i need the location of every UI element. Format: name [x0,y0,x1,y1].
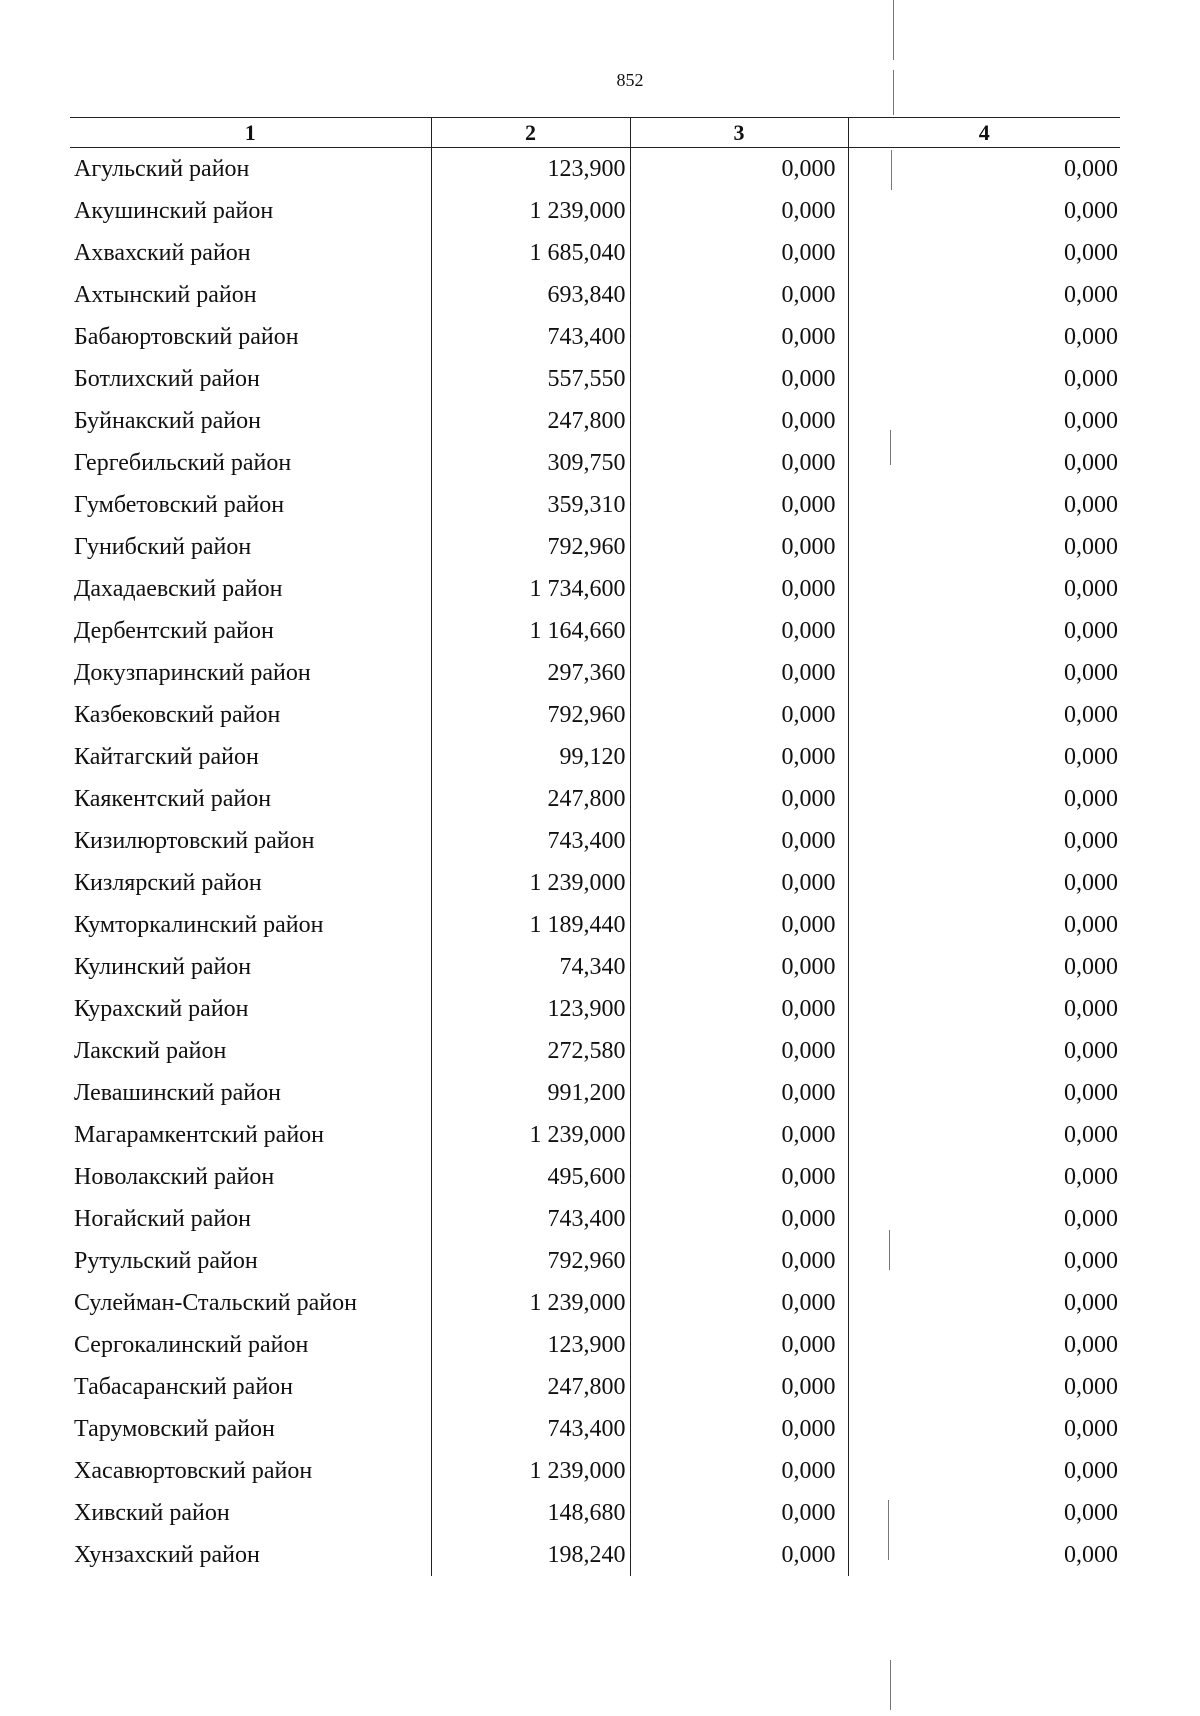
value-col3: 0,000 [630,442,848,484]
district-name: Сергокалинский район [74,1331,309,1358]
district-name: Гунибский район [74,533,252,560]
value-col3: 0,000 [630,862,848,904]
table-body [70,148,1120,1577]
value-col2: 743,400 [431,820,630,862]
district-name: Табасаранский район [74,1373,294,1400]
scan-artifact [890,1660,891,1710]
table-row [70,1198,1120,1240]
value-col3: 0,000 [630,778,848,820]
value-col3: 0,000 [630,1450,848,1492]
value-col4: 0,000 [848,442,1120,484]
allocation-table [70,117,1120,1576]
district-name: Кумторкалинский район [74,911,324,938]
value-col4: 0,000 [848,946,1120,988]
district-name: Агульский район [74,155,250,182]
table-row [70,778,1120,820]
table-header [70,118,1120,148]
value-col4: 0,000 [848,1492,1120,1534]
value-col3: 0,000 [630,820,848,862]
value-col2: 1 189,440 [431,904,630,946]
district-name: Кайтагский район [74,743,259,770]
district-name: Левашинский район [74,1079,281,1106]
value-col3: 0,000 [630,1072,848,1114]
district-name: Хунзахский район [74,1541,260,1568]
table-row [70,274,1120,316]
value-col2: 743,400 [431,1408,630,1450]
value-col2: 123,900 [431,1324,630,1366]
value-col3: 0,000 [630,610,848,652]
value-col2: 123,900 [431,148,630,191]
value-col2: 74,340 [431,946,630,988]
value-col3: 0,000 [630,1282,848,1324]
header-row [70,118,1120,148]
table-row [70,1282,1120,1324]
value-col2: 359,310 [431,484,630,526]
district-name: Докузпаринский район [74,659,311,686]
table-row [70,1156,1120,1198]
value-col2: 792,960 [431,526,630,568]
value-col2: 495,600 [431,1156,630,1198]
district-name: Бабаюртовский район [74,323,299,350]
value-col2: 743,400 [431,1198,630,1240]
value-col3: 0,000 [630,316,848,358]
value-col3: 0,000 [630,148,848,191]
district-name: Ботлихский район [74,365,260,392]
table-row [70,1030,1120,1072]
value-col3: 0,000 [630,1156,848,1198]
table-row [70,148,1120,191]
district-name: Лакский район [74,1037,227,1064]
district-name: Тарумовский район [74,1415,275,1442]
value-col4: 0,000 [848,484,1120,526]
value-col4: 0,000 [848,1240,1120,1282]
column-header-2: 2 [431,118,630,148]
value-col4: 0,000 [848,568,1120,610]
value-col2: 743,400 [431,316,630,358]
value-col3: 0,000 [630,1114,848,1156]
district-name: Дахадаевский район [74,575,283,602]
scan-artifact [893,0,894,60]
district-name: Буйнакский район [74,407,261,434]
value-col4: 0,000 [848,316,1120,358]
value-col4: 0,000 [848,988,1120,1030]
table-row [70,400,1120,442]
value-col3: 0,000 [630,904,848,946]
value-col3: 0,000 [630,1534,848,1576]
value-col2: 1 239,000 [431,1282,630,1324]
value-col4: 0,000 [848,358,1120,400]
value-col3: 0,000 [630,736,848,778]
value-col4: 0,000 [848,1534,1120,1576]
value-col4: 0,000 [848,190,1120,232]
table-row [70,1492,1120,1534]
district-name: Рутульский район [74,1247,258,1274]
value-col2: 693,840 [431,274,630,316]
table-row [70,526,1120,568]
district-name: Акушинский район [74,197,274,224]
value-col3: 0,000 [630,400,848,442]
value-col3: 0,000 [630,652,848,694]
table-row [70,946,1120,988]
value-col2: 247,800 [431,778,630,820]
table-row [70,1324,1120,1366]
table-row [70,1408,1120,1450]
table-row [70,1114,1120,1156]
value-col3: 0,000 [630,1240,848,1282]
table-row [70,232,1120,274]
table-row [70,1534,1120,1576]
value-col3: 0,000 [630,1366,848,1408]
value-col3: 0,000 [630,1198,848,1240]
table-row [70,442,1120,484]
scan-artifact [889,1230,890,1270]
value-col4: 0,000 [848,778,1120,820]
table-row [70,988,1120,1030]
table-row [70,820,1120,862]
value-col4: 0,000 [848,526,1120,568]
district-name: Кизлярский район [74,869,262,896]
value-col4: 0,000 [848,652,1120,694]
column-header-4: 4 [848,118,1120,148]
value-col2: 198,240 [431,1534,630,1576]
table-row [70,568,1120,610]
table-row [70,1240,1120,1282]
value-col2: 991,200 [431,1072,630,1114]
district-name: Гумбетовский район [74,491,285,518]
value-col3: 0,000 [630,988,848,1030]
value-col3: 0,000 [630,1030,848,1072]
value-col2: 123,900 [431,988,630,1030]
scan-artifact [893,70,894,115]
table-row [70,862,1120,904]
table-row [70,904,1120,946]
value-col4: 0,000 [848,610,1120,652]
value-col2: 309,750 [431,442,630,484]
value-col2: 792,960 [431,694,630,736]
table-row [70,610,1120,652]
table-row [70,1366,1120,1408]
district-name: Кулинский район [74,953,252,980]
value-col4: 0,000 [848,904,1120,946]
value-col2: 247,800 [431,400,630,442]
value-col2: 1 239,000 [431,1450,630,1492]
value-col3: 0,000 [630,946,848,988]
district-name: Ахвахский район [74,239,251,266]
value-col4: 0,000 [848,274,1120,316]
district-name: Хасавюртовский район [74,1457,313,1484]
value-col4: 0,000 [848,1408,1120,1450]
value-col4: 0,000 [848,694,1120,736]
value-col2: 1 239,000 [431,190,630,232]
scan-artifact [891,150,892,190]
value-col4: 0,000 [848,862,1120,904]
value-col4: 0,000 [848,1114,1120,1156]
value-col2: 247,800 [431,1366,630,1408]
value-col4: 0,000 [848,148,1120,191]
scan-artifact [888,1500,889,1560]
column-header-1: 1 [70,118,431,148]
value-col2: 99,120 [431,736,630,778]
value-col4: 0,000 [848,1324,1120,1366]
district-name: Каякентский район [74,785,272,812]
value-col3: 0,000 [630,190,848,232]
district-name: Ногайский район [74,1205,252,1232]
value-col4: 0,000 [848,1198,1120,1240]
value-col2: 297,360 [431,652,630,694]
value-col3: 0,000 [630,1324,848,1366]
value-col3: 0,000 [630,274,848,316]
table-row [70,652,1120,694]
table-row [70,1450,1120,1492]
page-number: 852 [616,70,644,90]
table-row [70,316,1120,358]
district-name: Кизилюртовский район [74,827,315,854]
district-name: Казбековский район [74,701,281,728]
value-col2: 1 734,600 [431,568,630,610]
table-row [70,358,1120,400]
value-col2: 1 685,040 [431,232,630,274]
value-col2: 557,550 [431,358,630,400]
district-name: Дербентский район [74,617,274,644]
value-col3: 0,000 [630,232,848,274]
value-col4: 0,000 [848,232,1120,274]
district-name: Сулейман-Стальский район [74,1289,357,1316]
value-col2: 1 239,000 [431,862,630,904]
value-col3: 0,000 [630,484,848,526]
value-col3: 0,000 [630,358,848,400]
value-col3: 0,000 [630,526,848,568]
value-col4: 0,000 [848,820,1120,862]
column-header-3: 3 [630,118,848,148]
value-col2: 1 164,660 [431,610,630,652]
table-row [70,484,1120,526]
value-col2: 792,960 [431,1240,630,1282]
district-name: Хивский район [74,1499,230,1526]
value-col4: 0,000 [848,1156,1120,1198]
table-row [70,190,1120,232]
value-col4: 0,000 [848,1030,1120,1072]
value-col2: 1 239,000 [431,1114,630,1156]
district-name: Гергебильский район [74,449,292,476]
value-col3: 0,000 [630,1492,848,1534]
district-name: Магарамкентский район [74,1121,325,1148]
table-row [70,736,1120,778]
value-col2: 272,580 [431,1030,630,1072]
value-col4: 0,000 [848,1072,1120,1114]
value-col3: 0,000 [630,694,848,736]
value-col2: 148,680 [431,1492,630,1534]
value-col4: 0,000 [848,736,1120,778]
district-name: Курахский район [74,995,249,1022]
value-col4: 0,000 [848,1282,1120,1324]
table-row [70,1072,1120,1114]
district-name: Ахтынский район [74,281,257,308]
value-col4: 0,000 [848,400,1120,442]
value-col4: 0,000 [848,1366,1120,1408]
scan-artifact [890,430,891,465]
district-name: Новолакский район [74,1163,275,1190]
value-col4: 0,000 [848,1450,1120,1492]
value-col3: 0,000 [630,1408,848,1450]
table-row [70,694,1120,736]
value-col3: 0,000 [630,568,848,610]
